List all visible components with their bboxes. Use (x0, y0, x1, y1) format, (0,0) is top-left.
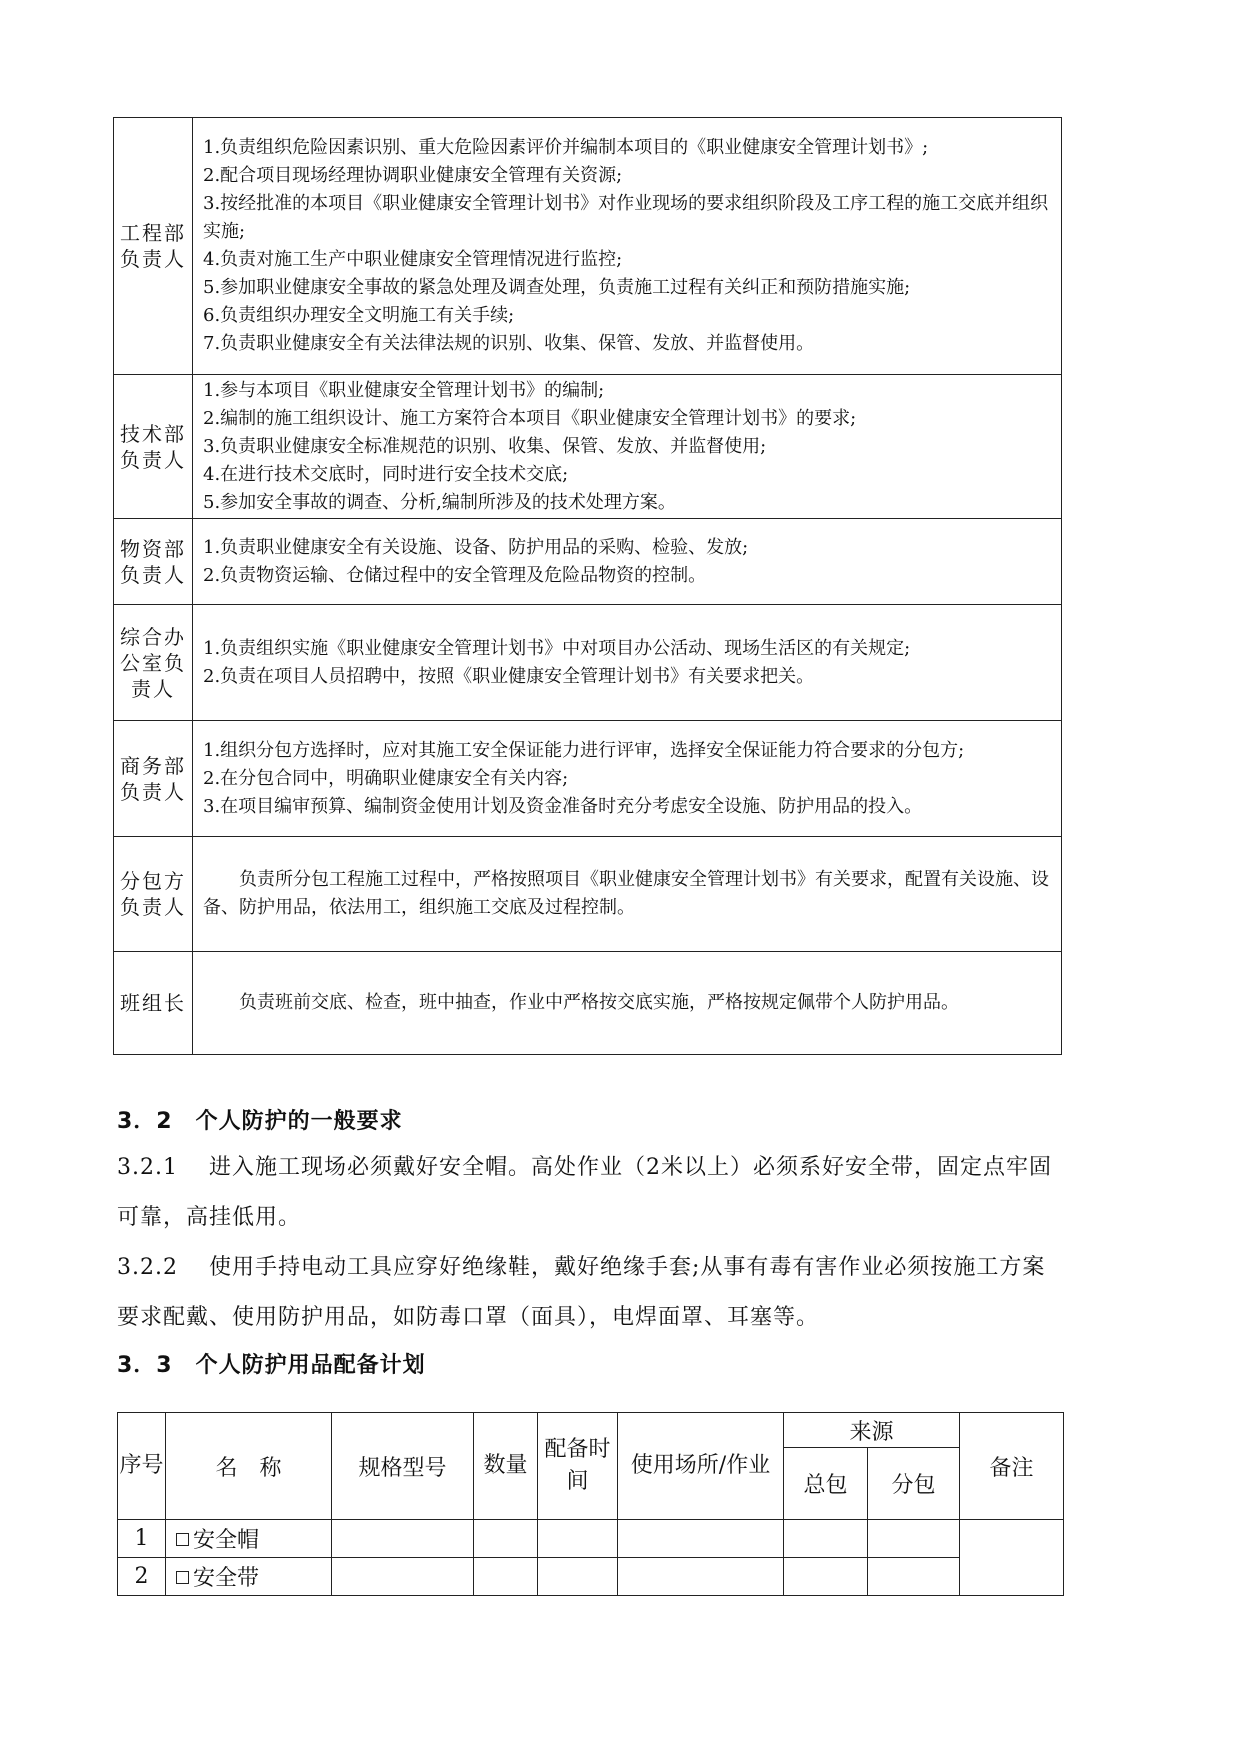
table-row (114, 375, 1062, 519)
duty-item: 1.负责组织危险因素识别、重大危险因素评价并编制本项目的《职业健康安全管理计划书》; (203, 137, 929, 158)
table-row (118, 1558, 1064, 1596)
cell-main-contract (784, 1520, 868, 1558)
cell-subcontract (868, 1558, 960, 1596)
section-heading-3-3: 3．3 个人防护用品配备计划 (117, 1353, 426, 1378)
cell-usage (618, 1520, 784, 1558)
duties-cell (193, 952, 1062, 1055)
duty-item: 2.编制的施工组织设计、施工方案符合本项目《职业健康安全管理计划书》的要求; (203, 407, 857, 429)
duty-item: 1.负责组织实施《职业健康安全管理计划书》中对项目办公活动、现场生活区的有关规定; (203, 637, 911, 659)
duties-cell (193, 118, 1062, 375)
duty-paragraph: 负责班前交底、检查，班中抽查，作业中严格按交底实施，严格按规定佩带个人防护用品。 (239, 992, 959, 1013)
cell-spec (332, 1520, 474, 1558)
role-cell: 综合办公室负责人 (114, 605, 193, 721)
duty-item: 2.配合项目现场经理协调职业健康安全管理有关资源; (203, 165, 623, 186)
duty-item: 5.参加安全事故的调查、分析,编制所涉及的技术处理方案。 (203, 491, 676, 513)
table-row (114, 519, 1062, 605)
role-cell: 技术部负责人 (114, 375, 193, 519)
role-cell: 分包方负责人 (114, 837, 193, 952)
duties-cell (193, 375, 1062, 519)
role-cell: 班组长 (114, 952, 193, 1055)
duty-item: 2.负责物资运输、仓储过程中的安全管理及危险品物资的控制。 (203, 564, 707, 586)
header-subcontract: 分包 (868, 1448, 960, 1520)
header-time: 配备时间 (538, 1413, 618, 1520)
role-cell: 商务部负责人 (114, 721, 193, 837)
duty-item: 1.负责职业健康安全有关设施、设备、防护用品的采购、检验、发放; (203, 536, 749, 558)
duty-item: 3.负责职业健康安全标准规范的识别、收集、保管、发放、并监督使用; (203, 435, 767, 457)
paragraph-number: 3.2.1 (117, 1155, 178, 1180)
header-row (118, 1413, 1064, 1448)
duties-cell (193, 837, 1062, 952)
cell-spec (332, 1558, 474, 1596)
table-row (114, 837, 1062, 952)
table-row (114, 952, 1062, 1055)
cell-main-contract (784, 1558, 868, 1596)
cell-time (538, 1558, 618, 1596)
duties-cell (193, 721, 1062, 837)
cell-name (166, 1558, 332, 1596)
duty-paragraph: 负责所分包工程施工过程中，严格按照项目《职业健康安全管理计划书》有关要求，配置有关设施、设备、防护用品，依法用工，组织施工交底及过程控制。 (203, 869, 1049, 918)
duty-item: 2.在分包合同中，明确职业健康安全有关内容; (203, 767, 569, 789)
cell-seq: 2 (118, 1558, 166, 1596)
cell-qty (474, 1558, 538, 1596)
paragraph-3-2-2 (117, 1243, 1067, 1343)
header-usage: 使用场所/作业 (618, 1413, 784, 1520)
item-name: 安全帽 (193, 1528, 260, 1553)
duty-item: 4.在进行技术交底时，同时进行安全技术交底; (203, 463, 569, 485)
checkbox-icon (176, 1533, 189, 1546)
ppe-plan-table (117, 1412, 1064, 1596)
header-qty: 数量 (474, 1413, 538, 1520)
duty-item: 1.组织分包方选择时，应对其施工安全保证能力进行评审，选择安全保证能力符合要求的分包方; (203, 739, 965, 761)
table-row (118, 1520, 1064, 1558)
cell-name (166, 1520, 332, 1558)
paragraph-text: 使用手持电动工具应穿好绝缘鞋，戴好绝缘手套;从事有毒有害作业必须按施工方案要求配戴、使用防护用品，如防毒口罩（面具），电焊面罩、耳塞等。 (117, 1255, 1046, 1330)
duty-item: 4.负责对施工生产中职业健康安全管理情况进行监控; (203, 249, 623, 270)
duty-item: 3.在项目编审预算、编制资金使用计划及资金准备时充分考虑安全设施、防护用品的投入。 (203, 795, 923, 817)
role-cell: 工程部负责人 (114, 118, 193, 375)
duty-item: 2.负责在项目人员招聘中，按照《职业健康安全管理计划书》有关要求把关。 (203, 665, 815, 687)
cell-usage (618, 1558, 784, 1596)
section-heading-3-2: 3．2 个人防护的一般要求 (117, 1109, 403, 1134)
header-source: 来源 (784, 1413, 960, 1448)
duty-item: 3.按经批准的本项目《职业健康安全管理计划书》对作业现场的要求组织阶段及工序工程的施工交底并组织实施; (203, 193, 1049, 242)
checkbox-icon (176, 1571, 189, 1584)
table-row (114, 721, 1062, 837)
header-name: 名 称 (166, 1413, 332, 1520)
cell-remark (960, 1520, 1064, 1596)
header-spec: 规格型号 (332, 1413, 474, 1520)
paragraph-text: 进入施工现场必须戴好安全帽。高处作业（2米以上）必须系好安全带，固定点牢固可靠，高挂低用。 (117, 1155, 1052, 1230)
paragraph-number: 3.2.2 (117, 1255, 178, 1280)
duty-item: 1.参与本项目《职业健康安全管理计划书》的编制; (203, 379, 605, 401)
cell-seq: 1 (118, 1520, 166, 1558)
item-name: 安全带 (193, 1566, 260, 1591)
duties-cell (193, 519, 1062, 605)
duty-item: 6.负责组织办理安全文明施工有关手续; (203, 305, 515, 326)
role-cell: 物资部负责人 (114, 519, 193, 605)
header-remark: 备注 (960, 1413, 1064, 1520)
paragraph-3-2-1 (117, 1143, 1067, 1243)
responsibility-table (113, 117, 1062, 1055)
duty-item: 7.负责职业健康安全有关法律法规的识别、收集、保管、发放、并监督使用。 (203, 333, 815, 354)
duty-item: 5.参加职业健康安全事故的紧急处理及调查处理，负责施工过程有关纠正和预防措施实施; (203, 277, 911, 298)
header-seq: 序号 (118, 1413, 166, 1520)
cell-time (538, 1520, 618, 1558)
cell-subcontract (868, 1520, 960, 1558)
table-row (114, 605, 1062, 721)
duties-cell (193, 605, 1062, 721)
header-main-contract: 总包 (784, 1448, 868, 1520)
table-row (114, 118, 1062, 375)
cell-qty (474, 1520, 538, 1558)
